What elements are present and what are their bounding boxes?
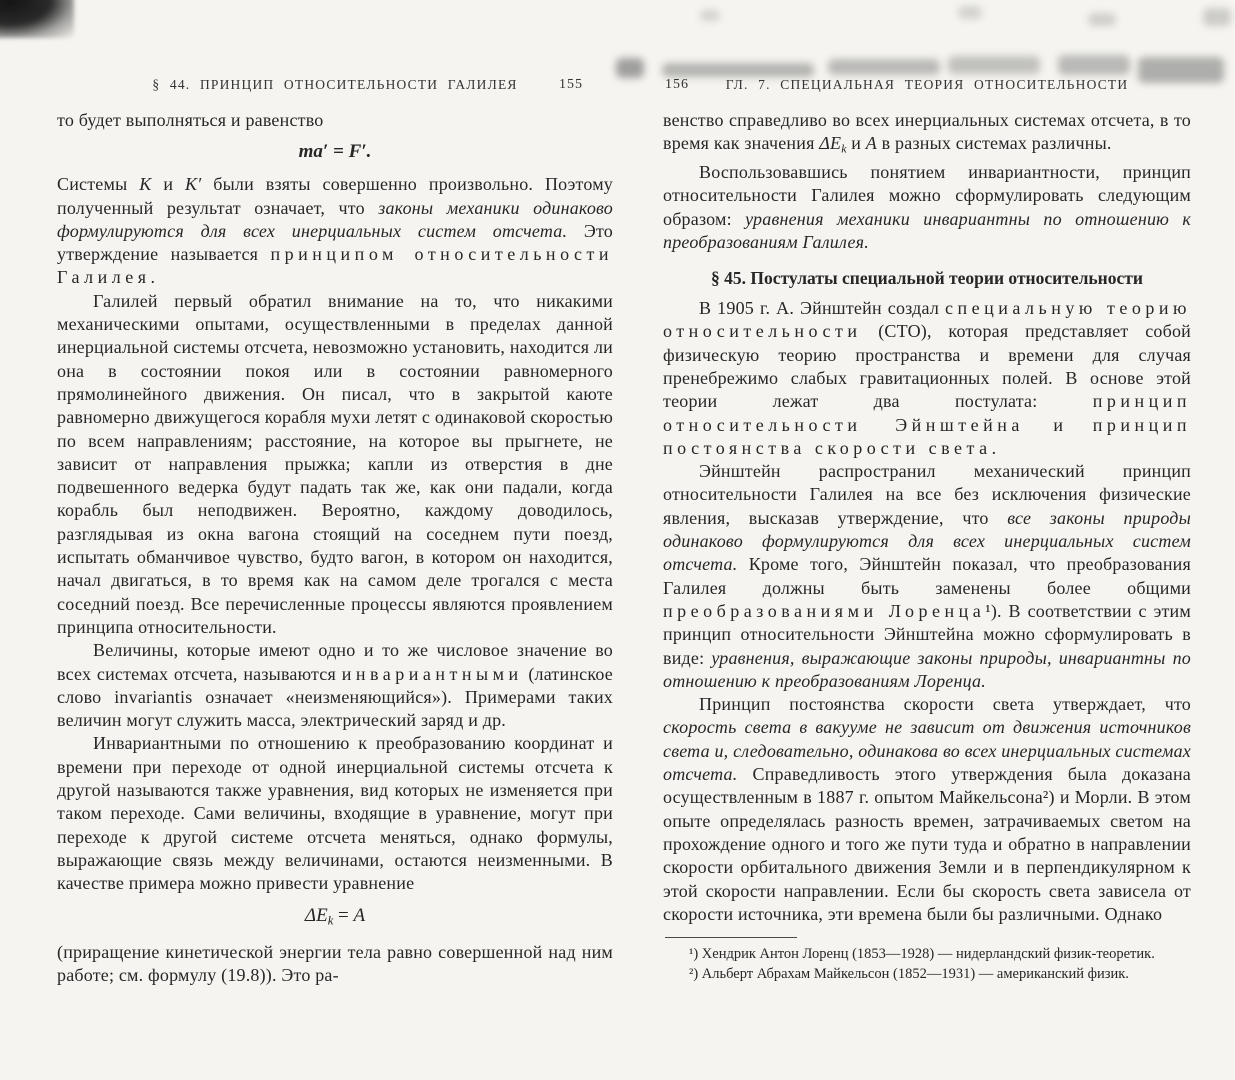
paragraph-invariants-definition: Величины, которые имеют одно и то же числовое значение во всех системах отсчета, называются инвариантными (латинское слово invariantis означает «неизменяющийся»). Примерами таких величин могут служить масса, электрический заряд и др.: [57, 640, 613, 731]
scan-artifact-smudge: [1058, 55, 1130, 75]
footnote-michelson: ²) Альберт Абрахам Майкельсон (1852—1931) — американский физик.: [689, 965, 1129, 982]
scan-artifact-corner: [0, 0, 74, 38]
paragraph-invariance-formulation: Воспользовавшись понятием инвариантности, принцип относительности Галилея можно сформулировать следующим образом: уравнения механики инвариантны по отношению к преобразованиям Галилея.: [663, 161, 1191, 252]
formula-newton-second-law: ma′ = F′.: [298, 141, 372, 163]
footnote-lorentz: ¹) Хендрик Антон Лоренц (1853—1928) — нидерландский физик-теоретик.: [689, 946, 1155, 963]
section-45-heading: § 45. Постулаты специальной теории относительности: [711, 268, 1143, 289]
scan-artifact-smudge: [700, 10, 720, 21]
right-running-title: ГЛ. 7. СПЕЦИАЛЬНАЯ ТЕОРИЯ ОТНОСИТЕЛЬНОСТИ: [725, 77, 1129, 92]
footnote-separator: [665, 937, 797, 938]
right-page-number: 156: [665, 77, 689, 92]
left-running-head: [57, 76, 613, 94]
paragraph-equality-continuation: венство справедливо во всех инерциальных системах отсчета, в то время как значения ΔEk и A в разных системах различны.: [663, 110, 1191, 156]
right-page-body: [663, 109, 1191, 984]
paragraph-closing: (приращение кинетической энергии тела равно совершенной над ним работе; см. формулу (19.8)). Это ра-: [57, 942, 613, 986]
left-running-title: § 44. ПРИНЦИП ОТНОСИТЕЛЬНОСТИ ГАЛИЛЕЯ: [152, 77, 518, 92]
paragraph-einstein-principle: Эйнштейн распространил механический принцип относительности Галилея на все без исключения физические явления, высказав утверждение, что все законы природы одинаково формулируются для всех инерциальных систем отсчета. Кроме того, Эйнштейн показал, что преобразования Галилея должны быть заменены более общими преобразованиями Лоренца¹). В соответствии с этим принцип относительности Эйнштейна можно сформулировать в виде: уравнения, выражающие законы природы, инвариантны по отношению к преобразованиям Лоренца.: [663, 461, 1191, 691]
right-page: [663, 76, 1191, 984]
scan-artifact-smudge: [948, 56, 1040, 74]
scan-artifact-smudge: [616, 58, 644, 78]
scan-artifact-smudge: [662, 63, 814, 77]
paragraph-einstein-sto: В 1905 г. А. Эйнштейн создал специальную теорию относительности (СТО), которая представляет собой физическую теорию пространства и времени для случая пренебрежимо слабых гравитационных полей. В основе этой теории лежат два постулата: принцип относительности Эйнштейна и принцип постоянства скорости света.: [663, 298, 1191, 458]
paragraph-light-speed-principle: Принцип постоянства скорости света утверждает, что скорость света в вакууме не зависит от движения источников света и, следовательно, одинакова во всех инерциальных системах отсчета. Справедливость этого утверждения была доказана осуществленным в 1887 г. опытом Майкельсона²) и Морли. В этом опыте определялась разность времен, затрачиваемых светом на прохождение одного и того же пути туда и обратно в направлении скорости орбитального движения Земли и в перпендикулярном к этой скорости направлении. Если бы скорость света зависела от скорости источника, эти времена были бы различными. Однако: [663, 694, 1191, 924]
right-running-head: [663, 76, 1191, 94]
paragraph-galileo-observation: Галилей первый обратил внимание на то, что никакими механическими опытами, осуществленными в пределах данной инерциальной системы отсчета, невозможно установить, находится ли она в состоянии покоя или в состоянии равномерного прямолинейного движения. Он писал, что в закрытой каюте равномерно движущегося корабля мухи летят с одинаковой скоростью по всем направлениям; расстояние, на которое вы прыгнете, не зависит от направления прыжка; капли из отверстия в дне подвешенного ведерка будут падать так же, как они падали, когда корабль был неподвижен. Вероятно, каждому доводилось, разглядывая из окна вагона стоящий на соседнем пути поезд, испытать обманчивое чувство, будто вагон, в котором он находится, начал двигаться, в то время как на самом деле трогался с места соседний поезд. Все перечисленные процессы являются проявлением принципа относительности.: [57, 290, 613, 637]
left-page-body: [57, 109, 613, 988]
paragraph-invariant-equations: Инвариантными по отношению к преобразованию координат и времени при переходе от одной инерциальной системы отсчета к другой называются также уравнения, вид которых не изменяется при таком переходе. Сами величины, входящие в уравнение, могут при переходе к другой системе отсчета меняться, однако формулы, выражающие связь между величинами, остаются неизменными. В качестве примера можно привести уравнение: [57, 733, 613, 894]
scan-artifact-smudge: [1088, 13, 1116, 26]
formula-kinetic-energy: ΔEk = A: [304, 904, 366, 927]
scan-artifact-smudge: [1203, 8, 1231, 26]
paragraph-intro-line: то будет выполняться и равенство: [57, 110, 324, 130]
left-page: [57, 76, 613, 988]
scan-artifact-smudge: [958, 6, 982, 19]
paragraph-systems: Системы K и K′ были взяты совершенно произвольно. Поэтому полученный результат означает, что законы механики одинаково формулируются для всех инерциальных систем отсчета. Это утверждение называется принципом относительности Галилея.: [57, 174, 614, 288]
left-page-number: 155: [559, 77, 583, 92]
scan-artifact-smudge: [828, 59, 940, 75]
